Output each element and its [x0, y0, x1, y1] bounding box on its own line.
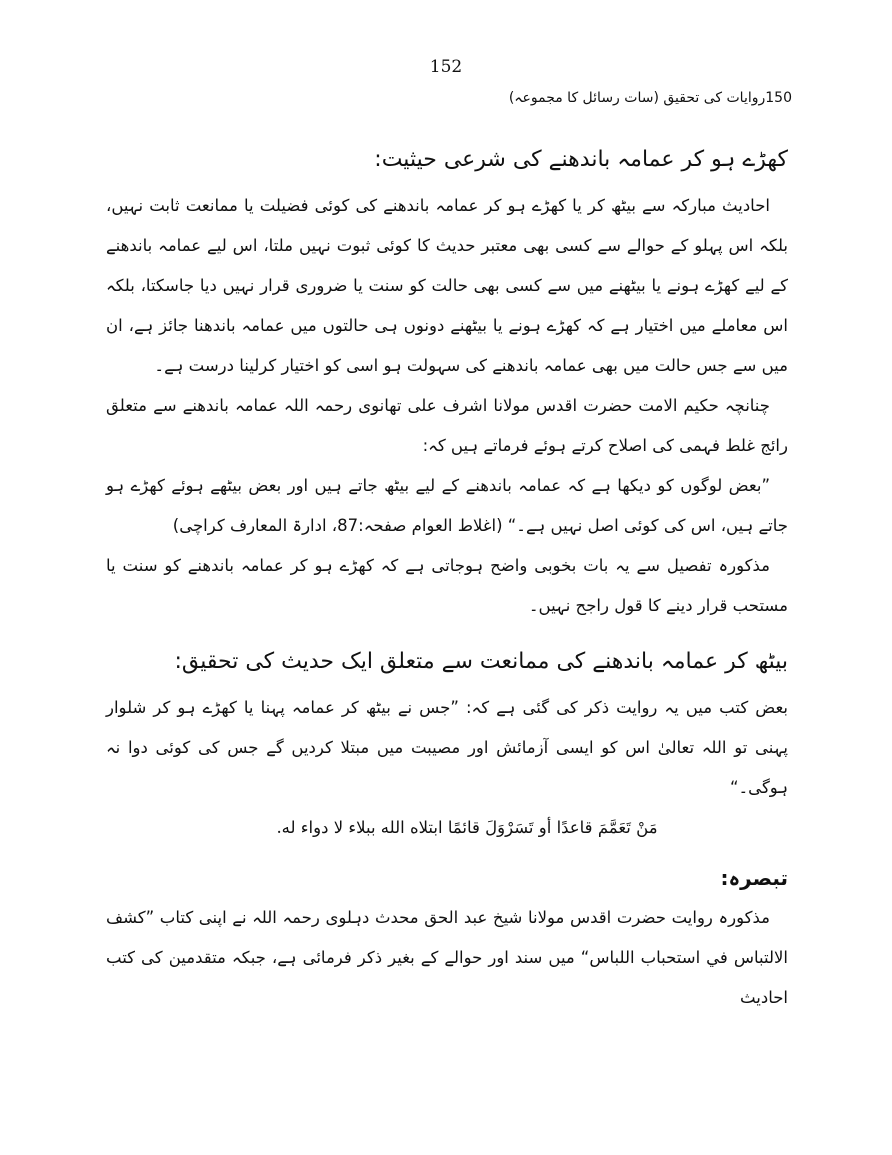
section-heading-standing-turban: کھڑے ہو کر عمامہ باندھنے کی شرعی حیثیت:	[374, 147, 788, 172]
running-header: 150روایات کی تحقیق (سات رسائل کا مجموعہ)	[508, 90, 792, 106]
arabic-narration-text: مَنْ تَعَمَّمَ قاعدًا أو تَسَرْوَلَ قائمًا ابتلاه الله ببلاء لا دواء له.	[276, 818, 658, 837]
paragraph-conclusion: مذکورہ تفصیل سے یہ بات بخوبی واضح ہوجاتی ہے کہ کھڑے ہو کر عمامہ باندھنے کو سنت یا مستحب قرار دینے کا قول راجح نہیں۔	[106, 556, 788, 615]
page-content	[106, 140, 788, 1018]
section-heading-commentary: تبصرہ:	[720, 866, 788, 890]
paragraph-narration: بعض کتب میں یہ روایت ذکر کی گئی ہے کہ: ”جس نے بیٹھ کر عمامہ پہنا یا کھڑے ہو کر شلوار پہنی تو اللہ تعالیٰ اس کو ایسی آزمائش اور مصیبت میں مبتلا کردیں گے جس کی کوئی دوا نہ ہوگی۔“	[106, 698, 788, 797]
paragraph-thanvi-intro: چنانچہ حکیم الامت حضرت اقدس مولانا اشرف علی تھانوی رحمہ اللہ عمامہ باندھنے سے متعلق رائج غلط فہمی کی اصلاح کرتے ہوئے فرماتے ہیں کہ:	[106, 396, 788, 455]
paragraph-ruling: احادیث مبارکہ سے بیٹھ کر یا کھڑے ہو کر عمامہ باندھنے کی کوئی فضیلت یا ممانعت ثابت نہیں، بلکہ اس پہلو کے حوالے سے کسی بھی معتبر حدیث کا کوئی ثبوت نہیں ملتا، اس لیے عمامہ باندھنے کے لیے کھڑے ہونے یا بیٹھنے میں سے کسی بھی حالت کو سنت یا ضروری قرار نہیں دیا جاسکتا، بلکہ اس معاملے میں اختیار ہے کہ کھڑے ہونے یا بیٹھنے دونوں ہی حالتوں میں عمامہ باندھنا جائز ہے، ان میں سے جس حالت میں بھی عمامہ باندھنے کی سہولت ہو اسی کو اختیار کرلینا درست ہے۔	[106, 196, 788, 375]
page-number: 152	[429, 57, 463, 77]
paragraph-commentary: مذکورہ روایت حضرت اقدس مولانا شیخ عبد الحق محدث دہلوی رحمہ اللہ نے اپنی کتاب ”کشف الالتباس في استحباب اللباس“ میں سند اور حوالے کے بغیر ذکر فرمائی ہے، جبکہ متقدمین کی کتب احادیث	[106, 908, 788, 1007]
section-heading-hadith-research: بیٹھ کر عمامہ باندھنے کی ممانعت سے متعلق ایک حدیث کی تحقیق:	[174, 649, 788, 674]
paragraph-thanvi-quote: ”بعض لوگوں کو دیکھا ہے کہ عمامہ باندھنے کے لیے بیٹھ جاتے ہیں اور بعض بیٹھے ہوئے کھڑے ہو جاتے ہیں، اس کی کوئی اصل نہیں ہے۔“ (اغلاط العوام صفحہ:87، ادارۃ المعارف کراچی)	[106, 476, 788, 535]
